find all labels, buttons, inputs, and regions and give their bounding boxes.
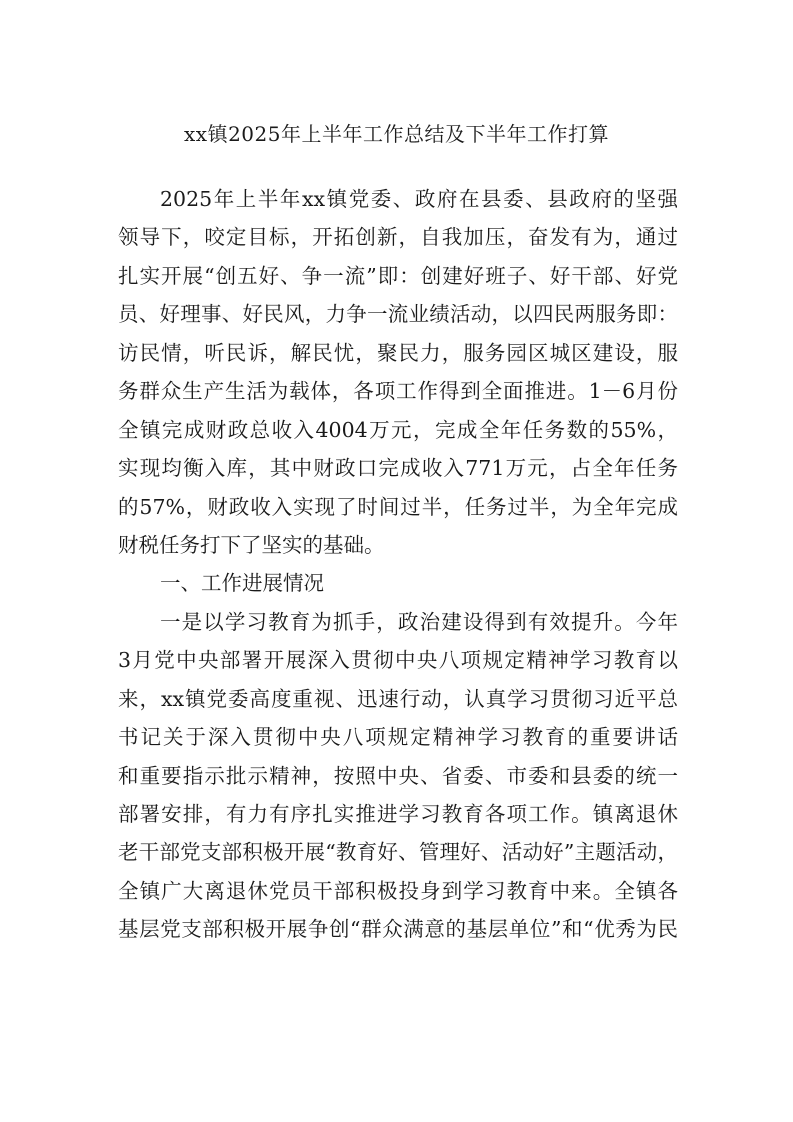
body-line: 一是以学习教育为抓手，政治建设得到有效提升。今年 — [160, 609, 678, 634]
body-line: 2025年上半年xx镇党委、政府在县委、县政府的坚强 — [160, 187, 678, 211]
body-line: 实现均衡入库，其中财政口完成收入771万元，占全年任务 — [118, 456, 678, 481]
body-line: 领导下，咬定目标，开拓创新，自我加压，奋发有为，通过 — [118, 225, 678, 250]
body-line: 书记关于深入贯彻中央八项规定精神学习教育的重要讲话 — [118, 725, 678, 750]
body-line: 访民情，听民诉，解民忧，聚民力，服务园区城区建设，服 — [118, 340, 678, 365]
body-line: 3月党中央部署开展深入贯彻中央八项规定精神学习教育以 — [118, 648, 678, 673]
body-line: 和重要指示批示精神，按照中央、省委、市委和县委的统一 — [118, 763, 678, 788]
body-line: 全镇广大离退休党员干部积极投身到学习教育中来。全镇各 — [118, 878, 678, 903]
document-title: xx镇2025年上半年工作总结及下半年工作打算 — [184, 122, 609, 146]
body-line: 一、工作进展情况 — [160, 571, 324, 596]
body-line: 部署安排，有力有序扎实推进学习教育各项工作。镇离退休 — [118, 802, 678, 826]
body-line: 老干部党支部积极开展“教育好、管理好、活动好”主题活动， — [118, 840, 678, 865]
body-line: 扎实开展“创五好、争一流”即：创建好班子、好干部、好党 — [118, 263, 678, 288]
body-line: 的57%，财政收入实现了时间过半，任务过半，为全年完成 — [118, 494, 678, 519]
body-line: 务群众生产生活为载体，各项工作得到全面推进。1－6月份 — [118, 379, 678, 404]
body-line: 财税任务打下了坚实的基础。 — [118, 532, 385, 557]
body-line: 来，xx镇党委高度重视、迅速行动，认真学习贯彻习近平总 — [118, 686, 678, 711]
body-line: 全镇完成财政总收入4004万元，完成全年任务数的55%， — [118, 417, 678, 442]
body-line: 基层党支部积极开展争创“群众满意的基层单位”和“优秀为民 — [118, 917, 678, 942]
body-line: 员、好理事、好民风，力争一流业绩活动，以四民两服务即： — [118, 302, 678, 327]
document-body — [118, 180, 678, 949]
